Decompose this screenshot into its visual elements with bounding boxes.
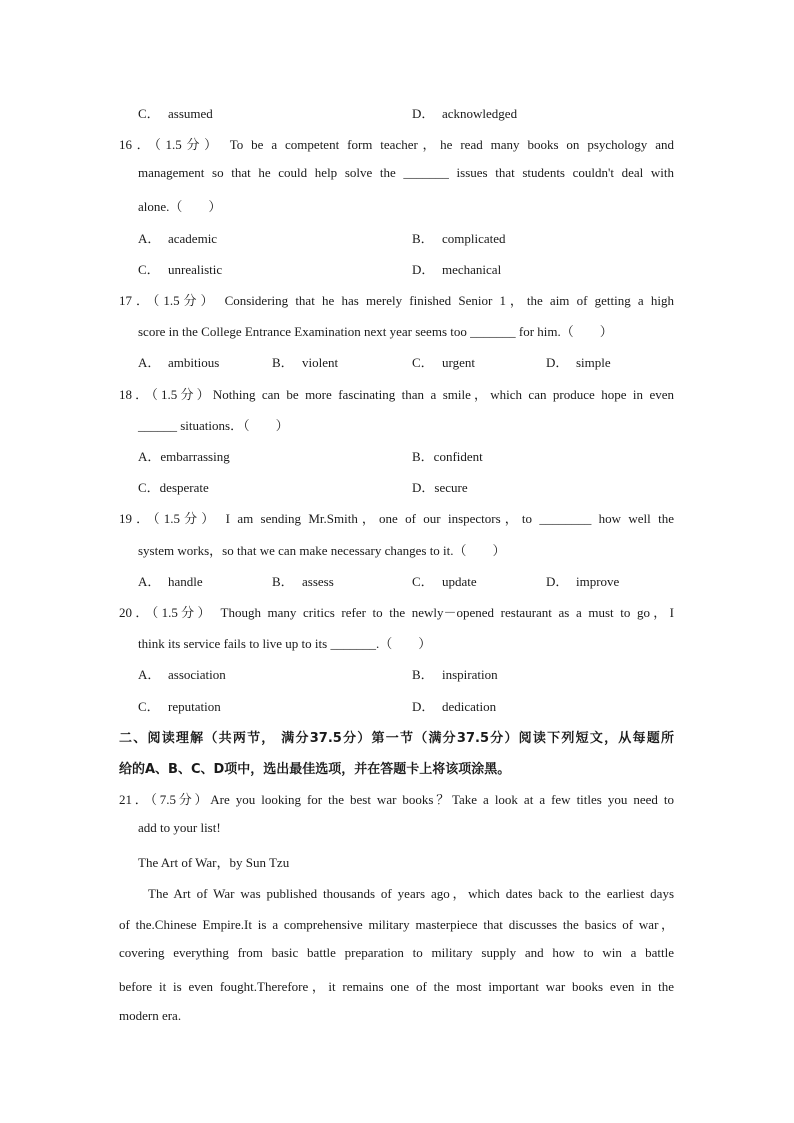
q20-option-a <box>138 664 226 683</box>
option-text: ambitious <box>168 355 220 370</box>
option-letter: D． <box>412 480 435 495</box>
q19-option-c <box>412 571 477 590</box>
option-text: dedication <box>442 699 497 714</box>
q16-option-c <box>138 259 222 278</box>
q18-option-b <box>412 446 483 465</box>
option-text: inspiration <box>442 667 498 682</box>
option-letter: D． <box>412 262 435 277</box>
option-letter: C． <box>138 699 160 714</box>
q18-stem-line2: ______ situations．（ ） <box>138 418 289 433</box>
q20-option-d <box>412 696 496 715</box>
q18-stem-line1: 18．（1.5分）Nothing can be more fascinating than a smile，which can produce hope in even <box>119 387 674 402</box>
passage-line-3: covering everything from basic battle preparation to military supply and how to win a battle <box>119 945 674 960</box>
option-text: confident <box>433 449 483 464</box>
q19-option-a <box>138 571 203 590</box>
option-text: assess <box>302 574 334 589</box>
q17-option-d <box>546 352 611 371</box>
section-heading-line2: 给的A、B、C、D项中，选出最佳选项，并在答题卡上将该项涂黑。 <box>119 762 511 777</box>
q15-option-d <box>412 103 517 122</box>
q21-stem-line2: add to your list! <box>138 820 221 835</box>
q21-stem-line1: 21．（7.5分）Are you looking for the best war books？Take a look at a few titles you need to <box>119 792 674 807</box>
q16-option-a <box>138 228 217 247</box>
q18-option-c <box>138 477 209 496</box>
q20-option-c <box>138 696 221 715</box>
q16-stem-line2: management so that he could help solve the _______ issues that students couldn't deal with <box>138 165 674 180</box>
option-text: violent <box>302 355 339 370</box>
option-text: association <box>168 667 226 682</box>
option-text: simple <box>576 355 611 370</box>
q19-option-b <box>272 571 334 590</box>
option-text: secure <box>434 480 468 495</box>
option-letter: C． <box>138 480 160 495</box>
option-letter: C． <box>412 574 434 589</box>
option-letter: D． <box>412 699 435 714</box>
option-letter: D． <box>546 355 569 370</box>
option-letter: B． <box>272 574 294 589</box>
q18-option-d <box>412 477 468 496</box>
q19-stem-line2: system works，so that we can make necessary changes to it.（ ） <box>138 543 506 558</box>
option-text: reputation <box>168 699 221 714</box>
passage-line-4: before it is even fought.Therefore，it remains one of the most important war books even in the <box>119 979 674 994</box>
option-letter: C． <box>412 355 434 370</box>
option-letter: B． <box>412 449 434 464</box>
passage-line-5: modern era. <box>119 1008 182 1023</box>
option-text: embarrassing <box>160 449 230 464</box>
option-letter: C． <box>138 262 160 277</box>
option-text: mechanical <box>442 262 502 277</box>
passage-line-2: of the.Chinese Empire.It is a comprehensive military masterpiece that discusses the basics of war， <box>119 917 674 932</box>
option-letter: C． <box>138 106 160 121</box>
q15-option-c <box>138 103 213 122</box>
option-text: handle <box>168 574 203 589</box>
q16-option-d <box>412 259 501 278</box>
option-letter: B． <box>412 667 434 682</box>
q16-option-b <box>412 228 506 247</box>
q18-option-a <box>138 446 230 465</box>
q17-option-c <box>412 352 475 371</box>
option-letter: A． <box>138 449 161 464</box>
option-letter: D． <box>546 574 569 589</box>
q17-stem-line2: score in the College Entrance Examination next year seems too _______ for him.（ ） <box>138 324 613 339</box>
q19-option-d <box>546 571 619 590</box>
passage-line-1: The Art of War was published thousands of years ago，which dates back to the earliest days <box>148 886 674 901</box>
option-text: academic <box>168 231 218 246</box>
option-text: assumed <box>168 106 213 121</box>
q17-stem-line1: 17．（1.5分） Considering that he has merely finished Senior 1，the aim of getting a high <box>119 293 674 308</box>
option-letter: D． <box>412 106 435 121</box>
option-text: complicated <box>442 231 506 246</box>
option-text: unrealistic <box>168 262 223 277</box>
option-letter: A． <box>138 574 161 589</box>
q19-stem-line1: 19．（1.5分） I am sending Mr.Smith，one of our inspectors，to ________ how well the <box>119 511 674 526</box>
option-letter: A． <box>138 667 161 682</box>
option-letter: A． <box>138 231 161 246</box>
option-letter: B． <box>272 355 294 370</box>
option-text: update <box>442 574 477 589</box>
section-heading-line1: 二、阅读理解（共两节， 满分37.5分）第一节（满分37.5分）阅读下列短文，从每题所 <box>119 731 674 746</box>
q17-option-a <box>138 352 219 371</box>
q20-stem-line1: 20．（1.5分） Though many critics refer to the newly－opened restaurant as a must to go，I <box>119 605 674 620</box>
q20-stem-line2: think its service fails to live up to its _______.（ ） <box>138 636 432 651</box>
book-title: The Art of War，by Sun Tzu <box>138 855 290 870</box>
option-text: urgent <box>442 355 475 370</box>
option-text: acknowledged <box>442 106 518 121</box>
option-text: improve <box>576 574 620 589</box>
option-letter: B． <box>412 231 434 246</box>
q20-option-b <box>412 664 498 683</box>
q16-stem-line1: 16．（1.5分） To be a competent form teacher，he read many books on psychology and <box>119 137 674 152</box>
q16-stem-line3: alone.（ ） <box>138 199 222 214</box>
option-text: desperate <box>159 480 209 495</box>
option-letter: A． <box>138 355 161 370</box>
q17-option-b <box>272 352 338 371</box>
